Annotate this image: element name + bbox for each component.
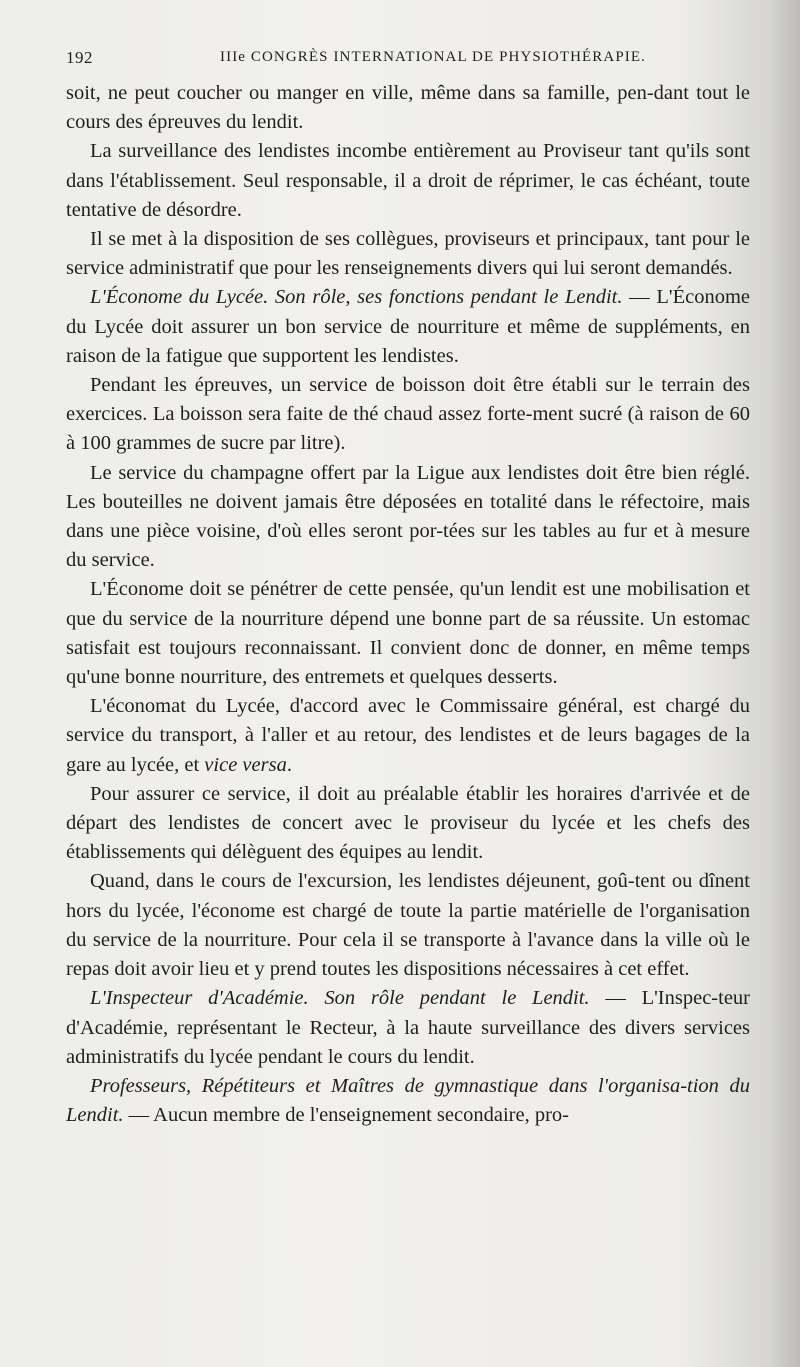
text-run: — Aucun membre de l'enseignement secondaire, pro- [123, 1104, 569, 1127]
text-run: L'Économe doit se pénétrer de cette pensée, qu'un lendit est une mobilisation et que du service de la nourriture dépend une bonne part de sa réussite. Un estomac satisfait est toujours reconnaissant. Il convient donc de donner, en même temps qu'une bonne nourriture, des entremets et quelques desserts. [66, 578, 750, 689]
paragraph [66, 79, 750, 137]
paragraph [66, 371, 750, 459]
paragraph [66, 225, 750, 283]
running-head: IIIe CONGRÈS INTERNATIONAL DE PHYSIOTHÉRAPIE. [220, 49, 646, 65]
paragraph [66, 137, 750, 225]
text-run: La surveillance des lendistes incombe entièrement au Proviseur tant qu'ils sont dans l'établissement. Seul responsable, il a droit de réprimer, le cas échéant, toute tentative de désordre. [66, 140, 750, 221]
text-run: Pendant les épreuves, un service de boisson doit être établi sur le terrain des exercices. La boisson sera faite de thé chaud assez forte-ment sucré (à raison de 60 à 100 grammes de sucre par litre). [66, 374, 750, 455]
paragraph [66, 867, 750, 984]
text-run: Le service du champagne offert par la Ligue aux lendistes doit être bien réglé. Les bouteilles ne doivent jamais être déposées en totalité dans le réfectoire, mais dans une pièce voisine, d'où elles seront por-tées sur les tables au fur et à mesure du service. [66, 461, 750, 572]
paragraph [66, 283, 750, 371]
paragraph [66, 575, 750, 692]
page-body [66, 79, 750, 1130]
text-run: L'économat du Lycée, d'accord avec le Commissaire général, est chargé du service du transport, à l'aller et au retour, des lendistes et de leurs bagages de la gare au lycée, et [66, 695, 750, 776]
paragraph [66, 780, 750, 868]
text-run: — L'Économe du Lycée doit assurer un bon service de nourriture et même de suppléments, en raison de la fatigue que supportent les lendistes. [66, 286, 750, 367]
paragraph [66, 692, 750, 780]
italic-text-run: Professeurs, Répétiteurs et Maîtres de gymnastique dans l'organisa-tion du Lendit. [66, 1074, 750, 1127]
italic-text-run: L'Économe du Lycée. Son rôle, ses fonctions pendant le Lendit. [90, 286, 623, 309]
page-header [66, 44, 746, 72]
text-run: Il se met à la disposition de ses collègues, proviseurs et principaux, tant pour le service administratif que pour les renseignements divers qui lui seront demandés. [66, 228, 750, 280]
page-number: 192 [66, 48, 93, 67]
text-run: Pour assurer ce service, il doit au préalable établir les horaires d'arrivée et de départ des lendistes de concert avec le proviseur du lycée et les chefs des établissements qui délèguent des équipes au lendit. [66, 782, 750, 864]
text-run: soit, ne peut coucher ou manger en ville, même dans sa famille, pen-dant tout le cours des épreuves du lendit. [66, 82, 750, 134]
paragraph [66, 459, 750, 576]
italic-text-run: vice versa [204, 753, 287, 776]
text-run: Quand, dans le cours de l'excursion, les lendistes déjeunent, goû-tent ou dînent hors du lycée, l'économe est chargé de toute la partie matérielle de l'organisation du service de la nourriture. Pour cela il se transporte à l'avance dans la ville où le repas doit avoir lieu et y prend toutes les dispositions nécessaires à cet effet. [66, 870, 750, 981]
italic-text-run: L'Inspecteur d'Académie. Son rôle pendant le Lendit. [90, 987, 590, 1010]
text-run: . [286, 753, 292, 776]
paragraph [66, 984, 750, 1072]
text-run: — L'Inspec-teur d'Académie, représentant le Recteur, à la haute surveillance des divers services administratifs du lycée pendant le cours du lendit. [66, 987, 750, 1068]
paragraph [66, 1072, 750, 1130]
